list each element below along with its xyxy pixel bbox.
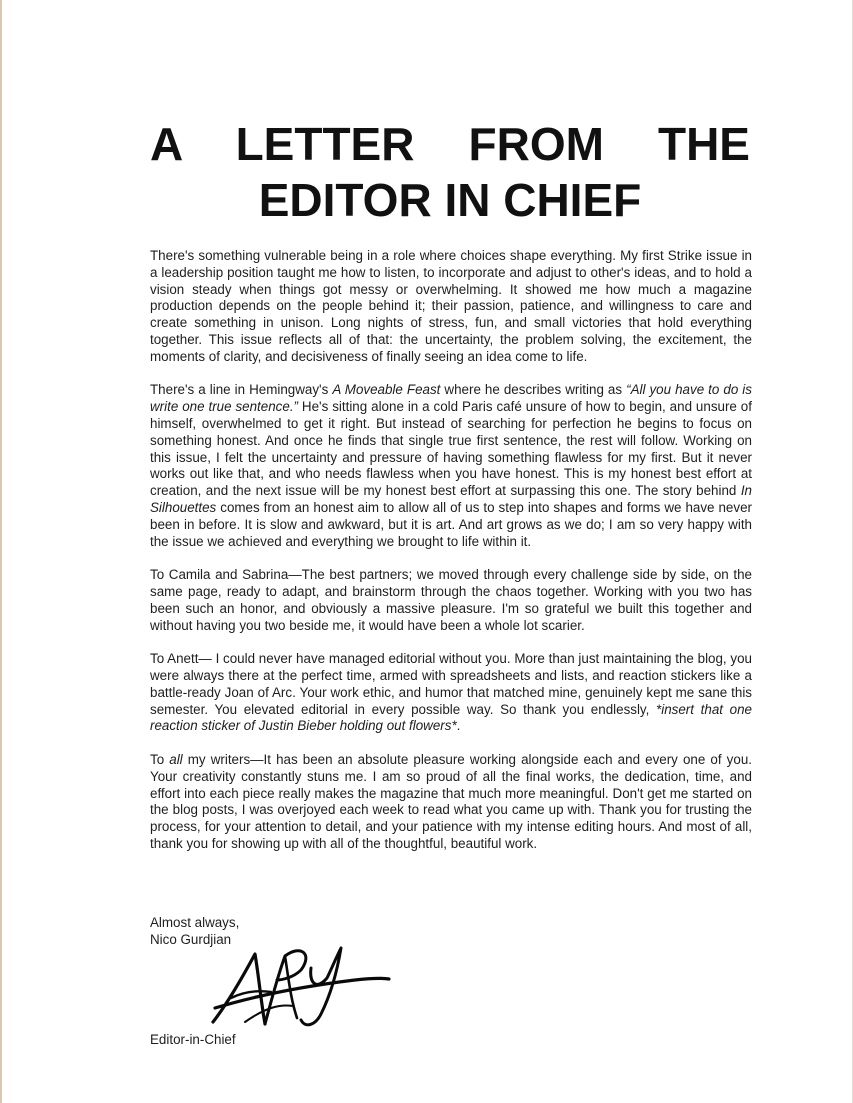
paragraph-hemingway: [150, 382, 752, 550]
quote: “All you have to do is write one true sentence.”: [150, 382, 752, 415]
text-run: .: [456, 718, 461, 734]
text-run: my writers—It has been an absolute pleasure working alongside each and every one of you. Your creativity constantly stuns me. I am so proud of all the final works, the dedication, time, and effort into each piece really makes the magazine that much more meaningful. Don't get me started on the blog posts, I was overjoyed each week to read what you came up with. Thank you for trusting the process, for your attention to detail, and your patience with my intense editing hours. And most of all, thank you for showing up with all of the thoughtful, beautiful work.: [150, 751, 752, 851]
author-role: Editor-in-Chief: [150, 1032, 236, 1047]
paragraph-writers: [150, 752, 752, 853]
emphasis-all: all: [169, 751, 183, 767]
text-run: There's a line in Hemingway's: [150, 382, 333, 398]
page-edge: [0, 0, 2, 1103]
text-run: where he describes writing as: [440, 382, 627, 398]
paragraph-anett: [150, 651, 752, 735]
sticker-note: *insert that one reaction sticker of Justin Bieber holding out flowers*: [150, 701, 752, 734]
page-title: [150, 116, 750, 228]
title-line-2: EDITOR IN CHIEF: [258, 174, 642, 226]
text-run: comes from an honest aim to allow all of us to step into shapes and forms we have never been in before. It is slow and awkward, but it is art. And art grows as we do; I am so very happy with the issue we achieved and everything we brought to life within it.: [150, 499, 752, 549]
author-name: Nico Gurdjian: [150, 932, 232, 947]
text-run: To: [150, 751, 170, 767]
story-title: In Silhouettes: [150, 483, 752, 515]
signoff: Almost always,: [150, 915, 240, 930]
paragraph-partners: To Camila and Sabrina—The best partners; we moved through every challenge side by side, on the same page, ready to adapt, and brainstorm through the chaos together. Working with you two has been such an honor, and obviously a massive pleasure. I'm so grateful we built this together and without having you two beside me, it would have been a whole lot scarier.: [150, 567, 752, 633]
book-title: A Moveable Feast: [332, 382, 441, 398]
title-line-1: A LETTER FROM THE: [150, 118, 750, 170]
paragraph-intro: There's something vulnerable being in a role where choices shape everything. My first Strike issue in a leadership position taught me how to listen, to incorporate and adjust to other's ideas, and to hold a vision steady when things got messy or overwhelming. It showed me how much a magazine production depends on the people behind it; their passion, patience, and willingness to care and create something in unison. Long nights of stress, fun, and small victories that hold everything together. This issue reflects all of that: the uncertainty, the problem solving, the excitement, the moments of clarity, and decisiveness of finally seeing an idea come to life.: [150, 248, 752, 364]
text-run: He's sitting alone in a cold Paris café unsure of how to begin, and unsure of himself, overwhelmed to get it right. But instead of searching for perfection he begins to focus on something honest. And once he finds that single true first sentence, the rest will follow. Working on this issue, I felt the uncertainty and pressure of having something flawless for my first. But it never works out like that, and who needs flawless when you have honest. This is my honest best effort at creation, and the next issue will be my honest best effort at surpassing this one. The story behind: [150, 399, 752, 499]
signature-icon: [205, 938, 395, 1030]
letter-body: [150, 248, 752, 869]
text-run: To Anett— I could never have managed editorial without you. More than just maintaining the blog, you were always there at the perfect time, armed with spreadsheets and lists, and reaction stickers like a battle-ready Joan of Arc. Your work ethic, and humor that matched mine, genuinely kept me sane this semester. You elevated editorial in every possible way. So thank you endlessly,: [150, 651, 752, 717]
